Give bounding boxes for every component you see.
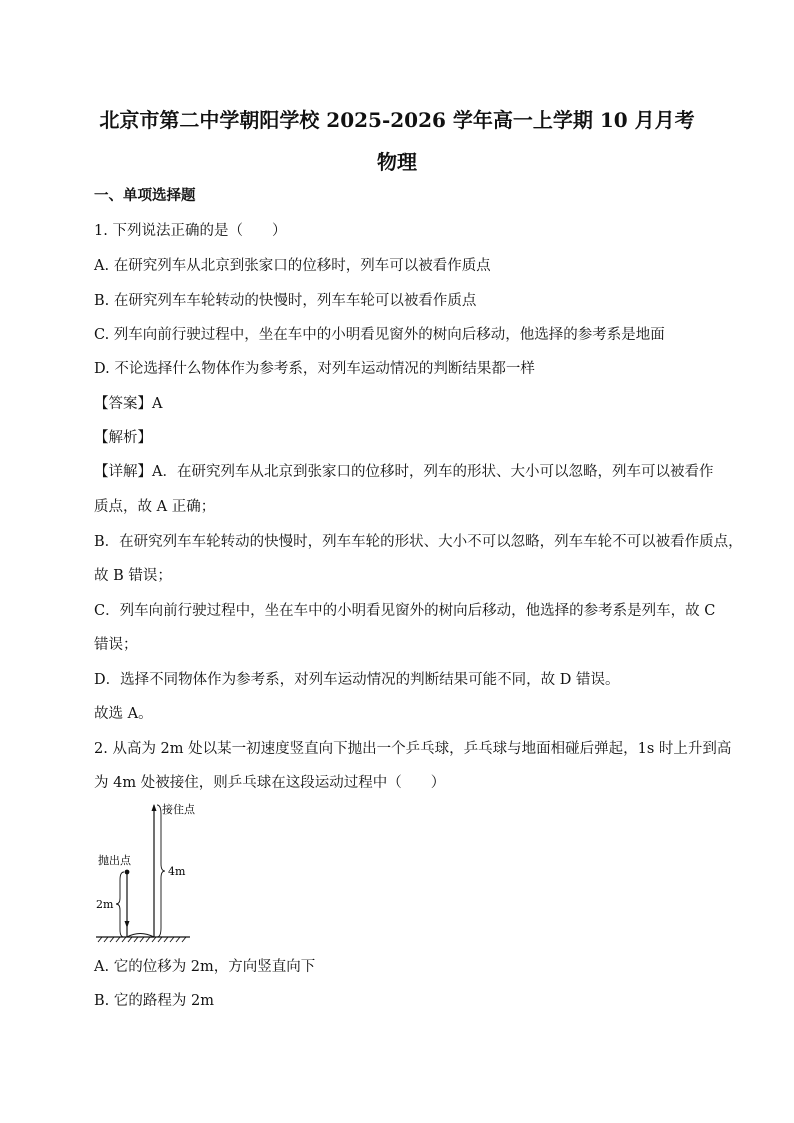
- q2-option-b: B. 它的路程为 2m: [94, 993, 214, 1009]
- q1-option-a: A. 在研究列车从北京到张家口的位移时，列车可以被看作质点: [94, 258, 491, 274]
- q1-option-b: B. 在研究列车车轮转动的快慢时，列车车轮可以被看作质点: [94, 293, 477, 309]
- q1-analysis-line: 错误；: [94, 637, 138, 653]
- height-4m-label: 4m: [168, 865, 186, 878]
- ground-hatching: [98, 937, 186, 942]
- brace-4m: [157, 805, 165, 937]
- q1-stem: 1. 下列说法正确的是（ ）: [94, 223, 287, 239]
- page-title: 北京市第二中学朝阳学校 2025-2026 学年高一上学期 10 月月考: [99, 108, 695, 132]
- q1-analysis-heading: 【解析】: [94, 430, 152, 446]
- down-arrow-icon: [125, 921, 130, 928]
- q2-stem-line: 为 4m 处被接住，则乒乓球在这段运动过程中（ ）: [94, 775, 446, 791]
- throw-point-dot: [125, 870, 130, 875]
- q1-analysis-line: C．列车向前行驶过程中，坐在车中的小明看见窗外的树向后移动，他选择的参考系是列车，故 C: [94, 603, 716, 619]
- q1-analysis-line: D．选择不同物体作为参考系，对列车运动情况的判断结果可能不同，故 D 错误。: [94, 672, 620, 688]
- page-subtitle: 物理: [377, 150, 417, 174]
- throw-point-label: 抛出点: [98, 854, 131, 867]
- section-heading: 一、单项选择题: [94, 187, 196, 204]
- brace-2m: [116, 872, 124, 937]
- q2-stem-line: 2. 从高为 2m 处以某一初速度竖直向下抛出一个乒乓球，乒乓球与地面相碰后弹起，1s 时上升到高: [94, 741, 732, 757]
- q2-option-a: A. 它的位移为 2m，方向竖直向下: [94, 959, 316, 975]
- q1-analysis-line: B．在研究列车车轮转动的快慢时，列车车轮的形状、大小不可以忽略，列车车轮不可以被看作质点，: [94, 534, 743, 550]
- q1-analysis-line: 质点，故 A 正确；: [94, 499, 216, 515]
- catch-point-label: 接住点: [162, 803, 195, 816]
- motion-diagram-svg: [94, 800, 204, 945]
- q1-option-d: D. 不论选择什么物体作为参考系，对列车运动情况的判断结果都一样: [94, 361, 535, 377]
- q1-conclusion: 故选 A。: [94, 706, 153, 722]
- up-arrow-icon: [152, 804, 157, 811]
- q1-answer: 【答案】A: [94, 396, 163, 412]
- motion-diagram: [94, 800, 204, 945]
- q1-analysis-line: 故 B 错误；: [94, 568, 172, 584]
- height-2m-label: 2m: [96, 898, 114, 911]
- q1-option-c: C. 列车向前行驶过程中，坐在车中的小明看见窗外的树向后移动，他选择的参考系是地面: [94, 327, 665, 343]
- q1-analysis-line: 【详解】A．在研究列车从北京到张家口的位移时，列车的形状、大小可以忽略，列车可以被看作: [94, 464, 714, 480]
